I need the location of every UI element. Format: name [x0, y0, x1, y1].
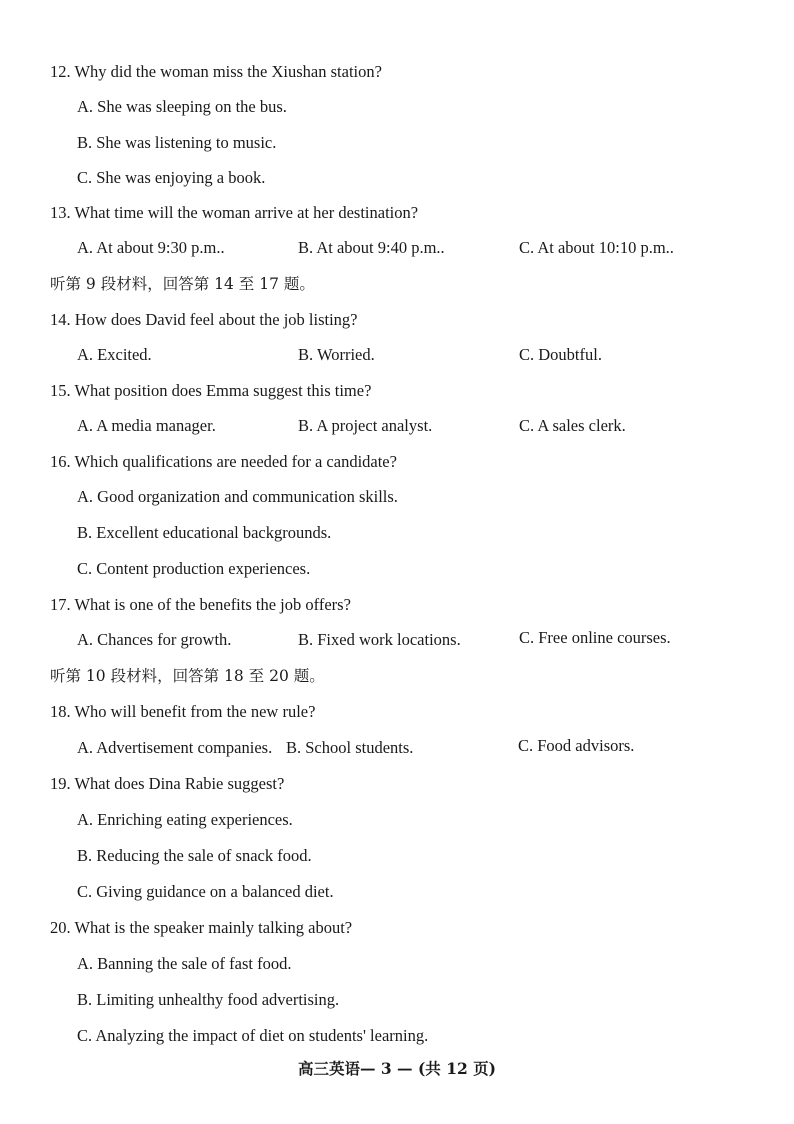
question-16: 16. Which qualifications are needed for a candidate? — [50, 452, 397, 471]
option-13a: A. At about 9:30 p.m.. — [77, 238, 225, 257]
question-12: 12. Why did the woman miss the Xiushan station? — [50, 62, 382, 81]
section-heading-10: 听第 10 段材料，回答第 18 至 20 题。 — [50, 667, 325, 685]
option-12c: C. She was enjoying a book. — [77, 168, 266, 187]
option-14c: C. Doubtful. — [519, 345, 602, 364]
option-20a: A. Banning the sale of fast food. — [77, 954, 292, 973]
option-19c: C. Giving guidance on a balanced diet. — [77, 882, 334, 901]
option-18c: C. Food advisors. — [518, 736, 635, 755]
option-14a: A. Excited. — [77, 345, 152, 364]
question-19: 19. What does Dina Rabie suggest? — [50, 774, 285, 793]
question-18: 18. Who will benefit from the new rule? — [50, 702, 316, 721]
option-12b: B. She was listening to music. — [77, 133, 277, 152]
option-15c: C. A sales clerk. — [519, 416, 626, 435]
option-16b: B. Excellent educational backgrounds. — [77, 523, 332, 542]
section-heading-9: 听第 9 段材料，回答第 14 至 17 题。 — [50, 275, 315, 293]
option-20c: C. Analyzing the impact of diet on students' learning. — [77, 1026, 429, 1045]
question-14: 14. How does David feel about the job listing? — [50, 310, 358, 329]
question-15: 15. What position does Emma suggest this time? — [50, 381, 372, 400]
option-17c: C. Free online courses. — [519, 628, 671, 647]
option-16c: C. Content production experiences. — [77, 559, 311, 578]
question-13: 13. What time will the woman arrive at her destination? — [50, 203, 419, 222]
option-17b: B. Fixed work locations. — [298, 630, 461, 649]
option-13c: C. At about 10:10 p.m.. — [519, 238, 674, 257]
page-footer: 高三英语— 3 — (共 12 页) — [297, 1059, 496, 1078]
option-18b: B. School students. — [286, 738, 414, 757]
option-15a: A. A media manager. — [77, 416, 216, 435]
option-16a: A. Good organization and communication skills. — [77, 487, 398, 506]
question-17: 17. What is one of the benefits the job offers? — [50, 595, 351, 614]
option-19a: A. Enriching eating experiences. — [77, 810, 293, 829]
question-20: 20. What is the speaker mainly talking about? — [50, 918, 353, 937]
option-14b: B. Worried. — [298, 345, 375, 364]
option-20b: B. Limiting unhealthy food advertising. — [77, 990, 340, 1009]
option-15b: B. A project analyst. — [298, 416, 433, 435]
option-12a: A. She was sleeping on the bus. — [77, 97, 287, 116]
option-18a: A. Advertisement companies. — [77, 738, 273, 757]
option-17a: A. Chances for growth. — [77, 630, 232, 649]
option-19b: B. Reducing the sale of snack food. — [77, 846, 312, 865]
option-13b: B. At about 9:40 p.m.. — [298, 238, 445, 257]
